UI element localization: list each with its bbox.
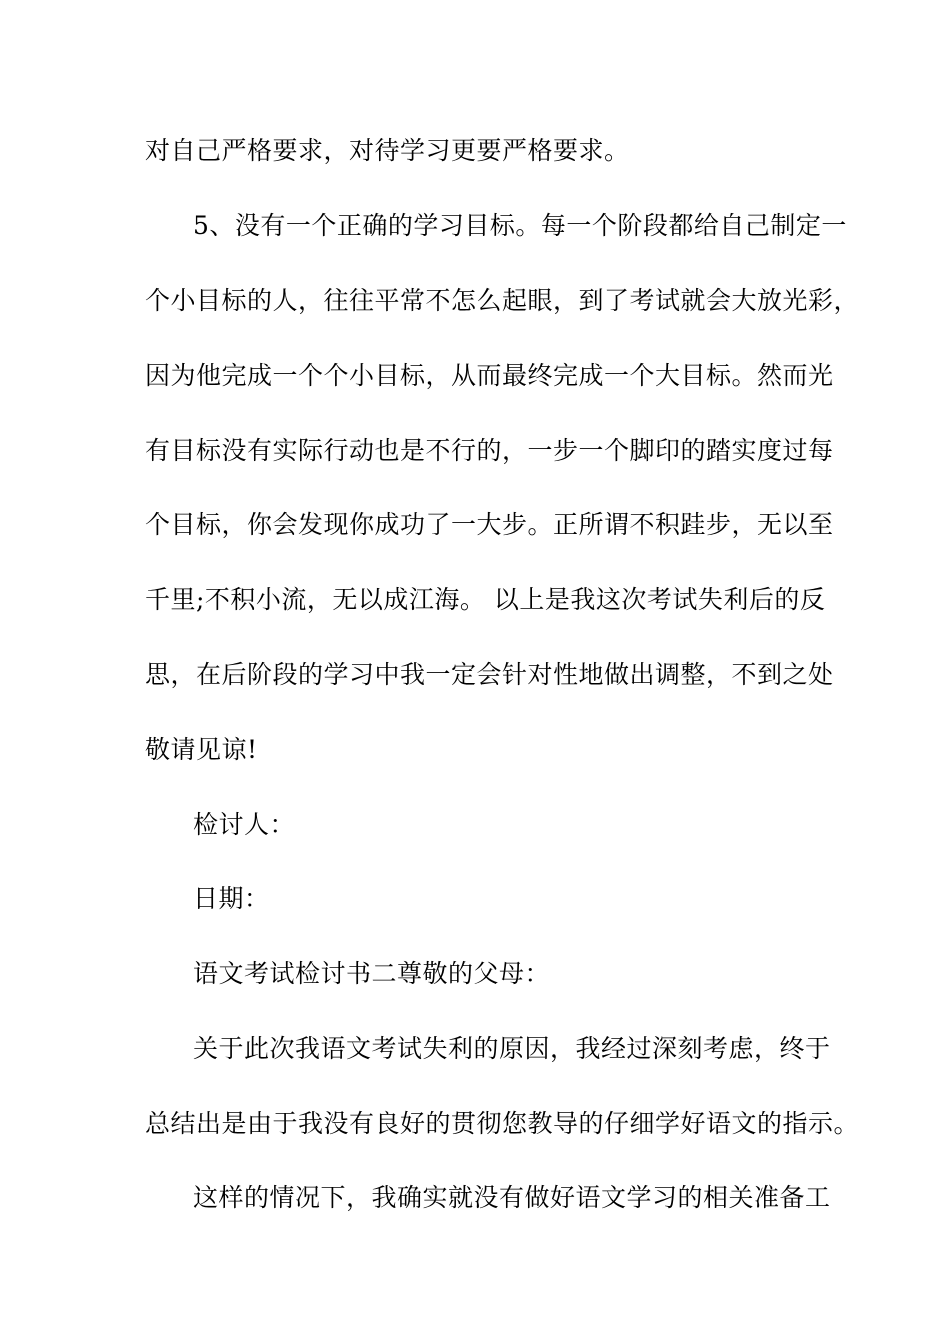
text-line-3: 个小目标的人，往往平常不怎么起眼，到了考试就会大放光彩， bbox=[145, 286, 860, 315]
section-heading: 语文考试检讨书二尊敬的父母： bbox=[193, 959, 551, 988]
text-line-5: 有目标没有实际行动也是不行的，一步一个脚印的踏实度过每 bbox=[145, 436, 834, 465]
text-line-14: 总结出是由于我没有良好的贯彻您教导的仔细学好语文的指示。 bbox=[145, 1109, 860, 1138]
text-line-2: 5、没有一个正确的学习目标。每一个阶段都给自己制定一 bbox=[193, 211, 847, 240]
text-line-13: 关于此次我语文考试失利的原因，我经过深刻考虑，终于 bbox=[193, 1034, 831, 1063]
date-label: 日期： bbox=[193, 884, 270, 913]
text-line-4: 因为他完成一个个小目标，从而最终完成一个大目标。然而光 bbox=[145, 361, 834, 390]
text-line-1: 对自己严格要求，对待学习更要严格要求。 bbox=[145, 136, 630, 165]
signatory-label: 检讨人： bbox=[193, 810, 296, 839]
text-line-15: 这样的情况下，我确实就没有做好语文学习的相关准备工 bbox=[193, 1183, 831, 1212]
text-line-6: 个目标，你会发现你成功了一大步。正所谓不积跬步，无以至 bbox=[145, 510, 834, 539]
text-line-9: 敬请见谅! bbox=[145, 735, 258, 764]
text-line-7: 千里;不积小流，无以成江海。 以上是我这次考试失利后的反 bbox=[145, 585, 826, 614]
text-line-8: 思，在后阶段的学习中我一定会针对性地做出调整，不到之处 bbox=[145, 660, 834, 689]
